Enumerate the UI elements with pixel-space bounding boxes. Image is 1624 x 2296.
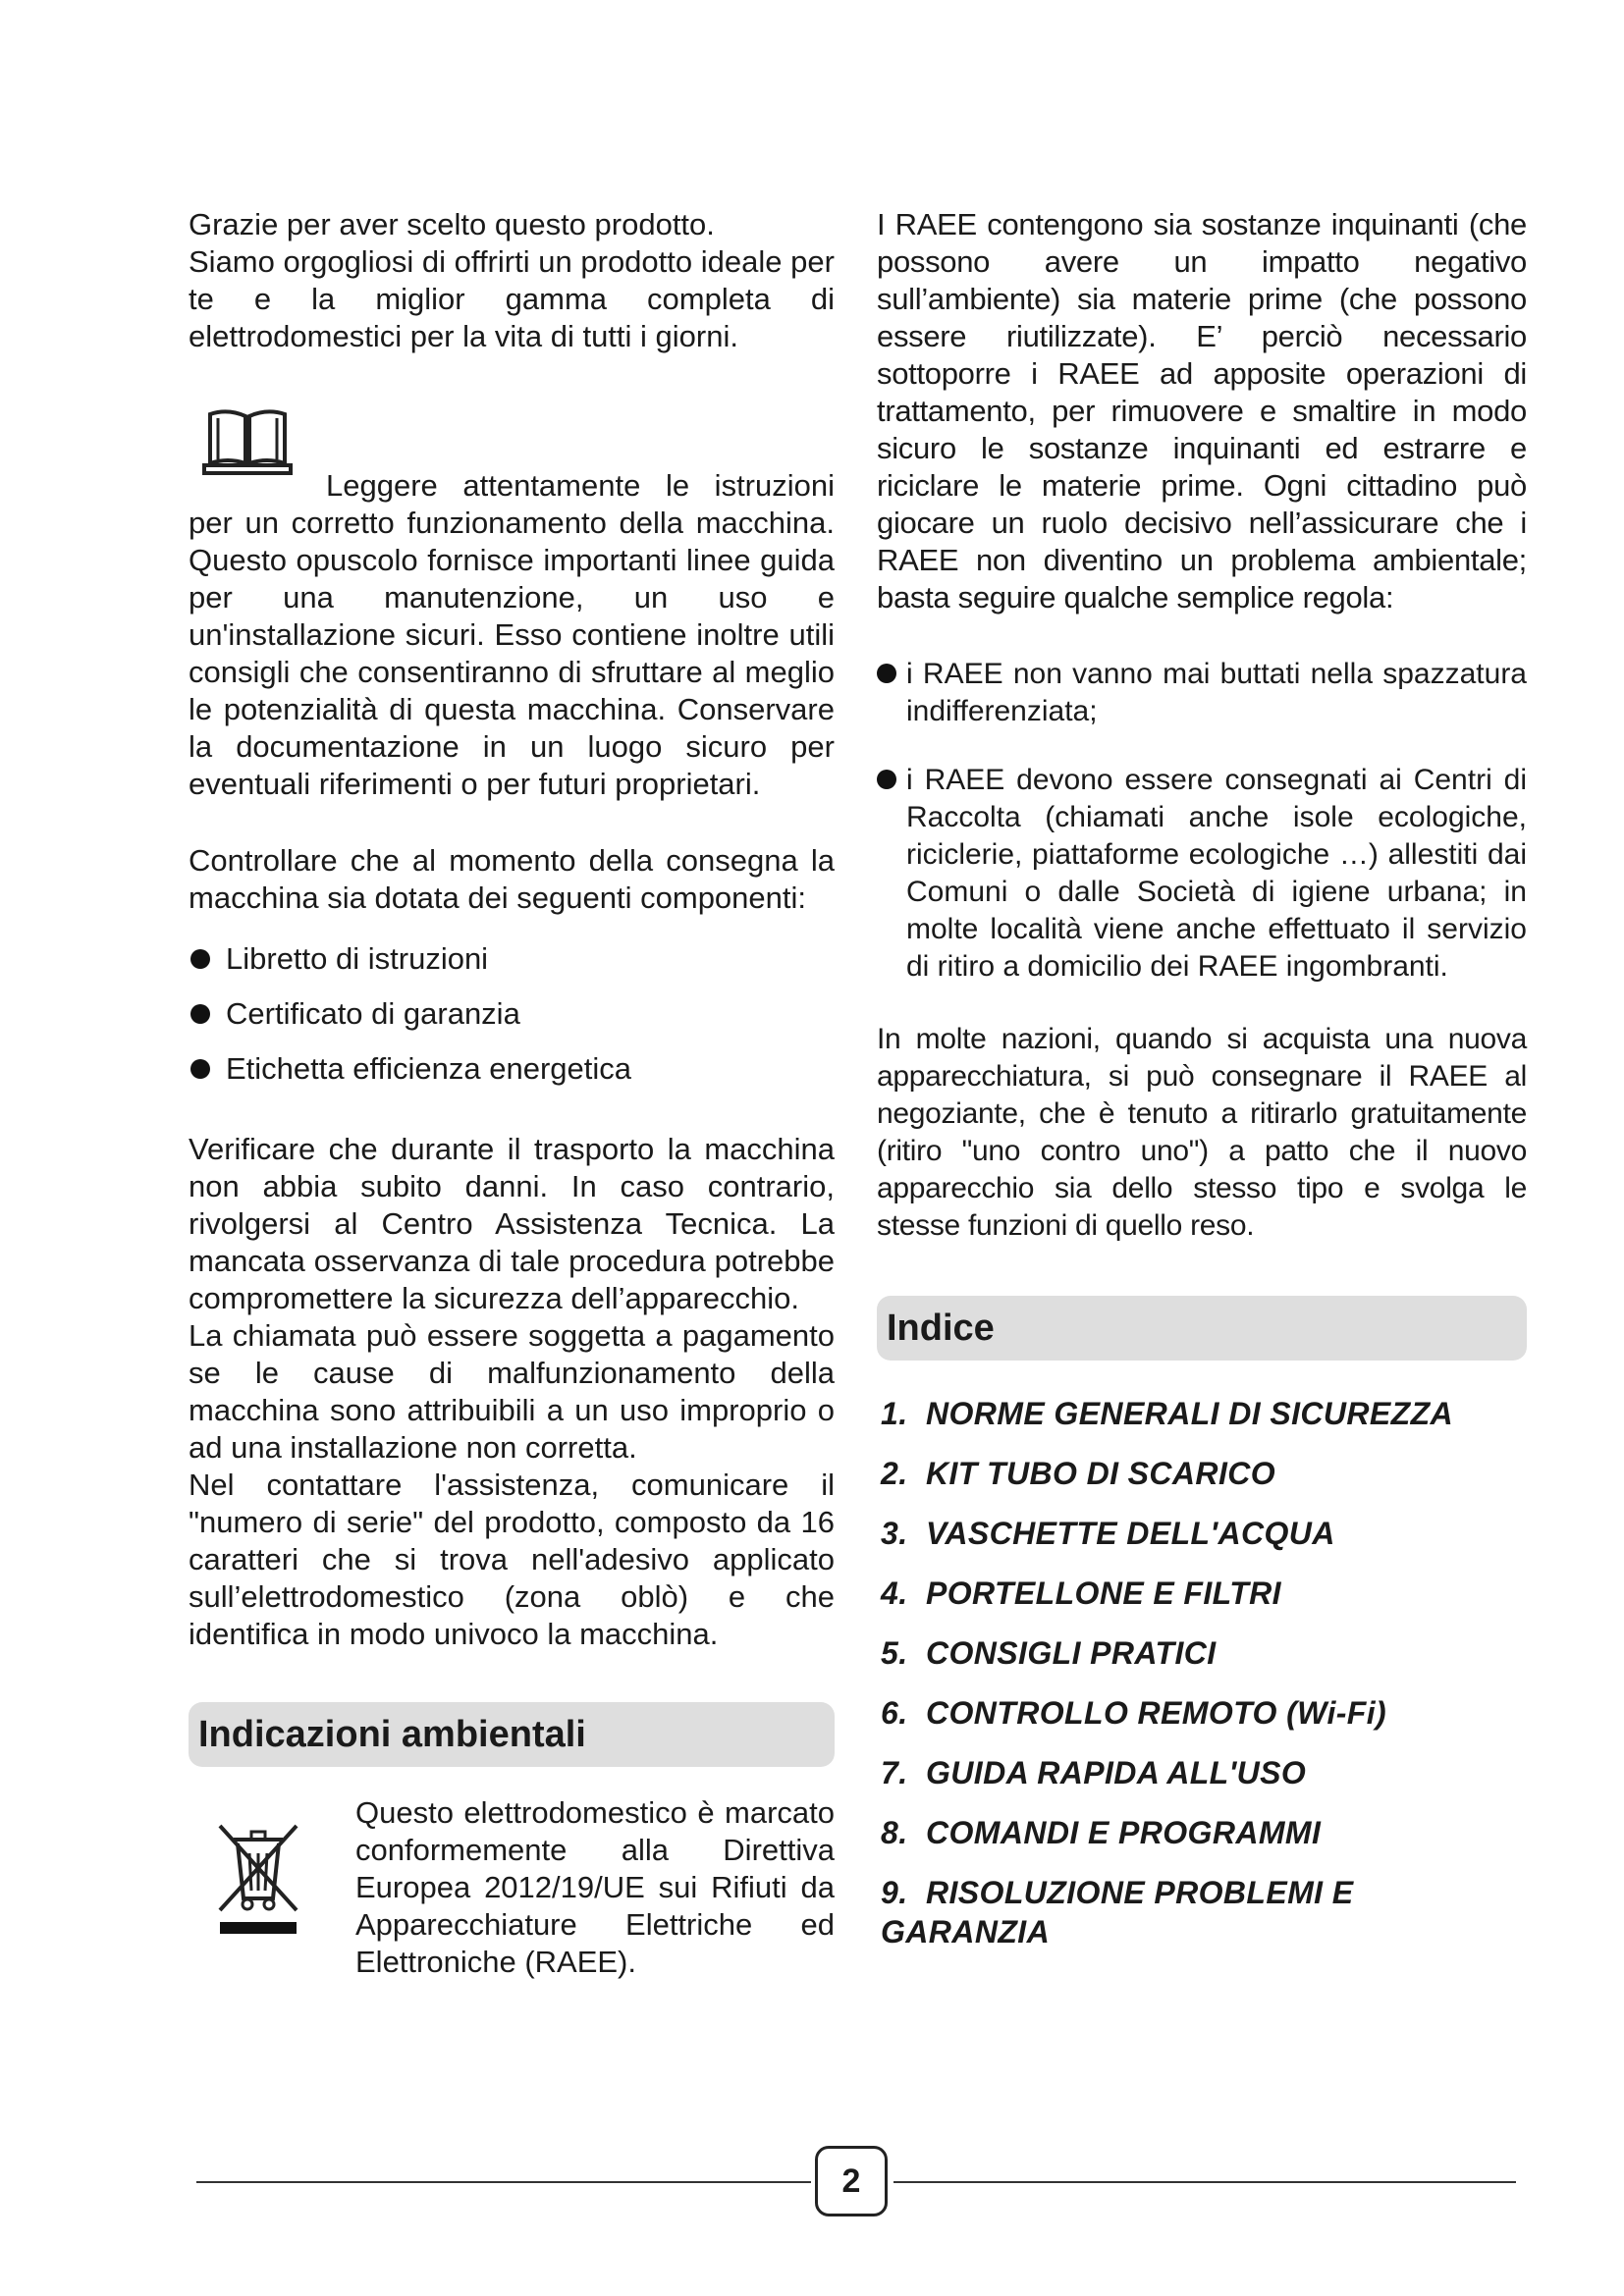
read-instructions-text: Leggere attentamente le istruzioni per un corretto funzionamento della macchina. Questo opuscolo fornisce importanti linee guida per una manutenzione, un uso e un'installazione sicuri. Esso contiene inoltre utili consigli che consentiranno di sfruttare al meglio le potenzialità di questa macchina. Conservare la documentazione in un luogo sicuro per eventuali riferimenti o per futuri proprietari. [189,468,835,801]
index-item[interactable]: 4. PORTELLONE E FILTRI [881,1575,1281,1611]
env-heading-bar [189,1702,835,1767]
bullet-icon [877,770,896,789]
index-item[interactable]: 7. GUIDA RAPIDA ALL'USO [881,1755,1307,1790]
footer-rule-right [893,2181,1516,2183]
list-item: Libretto di istruzioni [189,940,835,978]
index-item[interactable]: 8. COMANDI E PROGRAMMI [881,1815,1322,1850]
list-item: Etichetta efficienza energetica [189,1050,835,1088]
raee-intro-text: I RAEE contengono sia sostanze inquinanti (che possono avere un impatto negativo sull’ambiente) sia materie prime (che possono essere riutilizzate). E’ perciò necessario sottoporre i RAEE ad apposite operazioni di trattamento, per rimuovere e smaltire in modo sicuro le sostanze inquinanti ed estrarre e riciclare le materie prime. Ogni cittadino può giocare un ruolo decisivo nell’assicurare che i RAEE non diventino un problema ambientale; basta seguire qualche semplice regola: [877,207,1527,614]
crossed-bin-icon [212,1818,306,1936]
intro [189,206,835,355]
bullet-icon [190,1059,210,1079]
index-item[interactable]: 3. VASCHETTE DELL'ACQUA [881,1516,1335,1551]
index-list [881,1394,1527,1951]
intro-thanks: Grazie per aver scelto questo prodotto. [189,207,715,241]
components-list [189,940,835,1088]
transport-check-text: Verificare che durante il trasporto la macchina non abbia subito danni. In caso contrario, rivolgersi al Centro Assistenza Tecnica. La mancata osservanza di tale procedura potrebbe compromettere la sicurezza dell’apparecchio. [189,1132,835,1315]
raee-return-text: In molte nazioni, quando si acquista una nuova apparecchiatura, si può consegnare il RAEE al negoziante, che è tenuto a ritirarlo gratuitamente (ritiro "uno contro uno") a patto che il nuovo apparecchio sia dello stesso tipo e svolga le stesse funzioni di quello reso. [877,1023,1527,1242]
left-column [189,206,835,1981]
index-item[interactable]: 9. RISOLUZIONE PROBLEMI E GARANZIA [881,1875,1354,1949]
footer-rule-left [196,2181,811,2183]
list-item: Certificato di garanzia [189,995,835,1033]
index-item[interactable]: 6. CONTROLLO REMOTO (Wi-Fi) [881,1695,1387,1731]
payment-note-text: La chiamata può essere soggetta a pagamento se le cause di malfunzionamento della macchina sono attribuibili a un uso improprio o ad una installazione non corretta. [189,1318,835,1465]
page-number: 2 [815,2146,888,2216]
list-item: i RAEE non vanno mai buttati nella spazzatura indifferenziata; [877,656,1527,730]
weee-text: Questo elettrodomestico è marcato conformemente alla Direttiva Europea 2012/19/UE sui Rifiuti da Apparecchiature Elettriche ed Elettroniche (RAEE). [355,1795,835,1979]
index-item[interactable]: 2. KIT TUBO DI SCARICO [881,1456,1276,1491]
index-heading: Indice [887,1307,995,1349]
index-item[interactable]: 5. CONSIGLI PRATICI [881,1635,1217,1671]
right-column [877,206,1527,1972]
list-item: i RAEE devono essere consegnati ai Centri di Raccolta (chiamati anche isole ecologiche, riciclerie, piattaforme ecologiche …) allestiti dai Comuni o dalle Società di igiene urbana; in molte località viene anche effettuato il servizio di ritiro a domicilio dei RAEE ingombranti. [877,762,1527,986]
serial-note-text: Nel contattare l'assistenza, comunicare il "numero di serie" del prodotto, composto da 16 caratteri che si trova nell'adesivo applicato sull’elettrodomestico (zona oblò) e che identifica in modo univoco la macchina. [189,1468,835,1651]
bullet-icon [190,1004,210,1024]
index-item[interactable]: 1. NORME GENERALI DI SICUREZZA [881,1396,1454,1431]
raee-rules-list [877,656,1527,986]
check-components-text: Controllare che al momento della consegna la macchina sia dotata dei seguenti componenti: [189,843,835,915]
read-instructions-block [189,404,835,803]
weee-block [189,1794,835,1981]
env-heading: Indicazioni ambientali [198,1713,586,1755]
index-heading-bar [877,1296,1527,1361]
bullet-icon [877,664,896,683]
bullet-icon [190,949,210,969]
intro-pride: Siamo orgogliosi di offrirti un prodotto ideale per te e la miglior gamma completa di elettrodomestici per la vita di tutti i giorni. [189,244,835,353]
